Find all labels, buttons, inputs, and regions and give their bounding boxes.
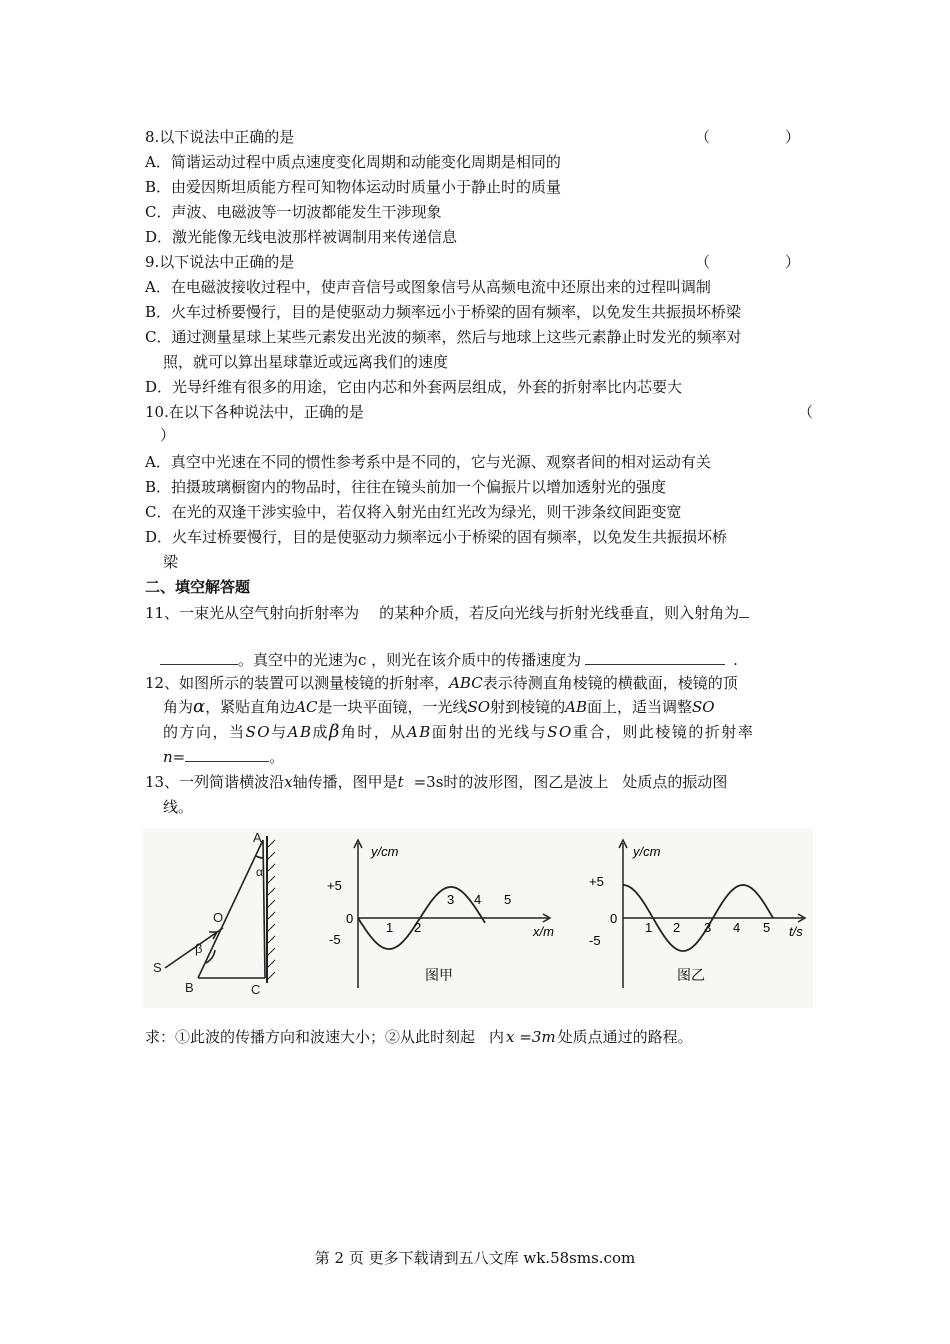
graph-jia-tick-2: 2 — [414, 920, 422, 935]
q12-text-12: 面射出的光线与 — [431, 723, 548, 741]
q8-option-b: B．由爱因斯坦质能方程可知物体运动时质量小于静止时的质量 — [145, 178, 562, 196]
q10-stem: 10.在以下各种说法中，正确的是 — [145, 403, 364, 421]
q13-ask-text-1: 求：①此波的传播方向和波速大小；②从此时刻起 — [145, 1028, 476, 1046]
q12-text-13: 重合，则此棱镜的折射率 — [572, 723, 755, 741]
q13-text-4: 处质点的振动图 — [622, 773, 728, 791]
graph-yi-tick-4: 4 — [733, 920, 741, 935]
q10-option-d-line1: D．火车过桥要慢行，目的是使驱动力频率远小于桥梁的固有频率，以免发生共振损坏桥 — [145, 528, 728, 546]
q8-option-a: A．简谐运动过程中质点速度变化周期和动能变化周期是相同的 — [145, 153, 561, 171]
graph-jia-tick-3: 3 — [447, 892, 455, 907]
graph-yi-ylabel: y/cm — [633, 844, 661, 859]
q11-text-a: 11、一束光从空气射向折射率为 — [145, 604, 360, 622]
q12-so-2: SO — [691, 698, 715, 716]
q10-option-c: C．在光的双逢干涉实验中，若仅将入射光由红光改为绿光，则干涉条纹间距变宽 — [145, 503, 682, 521]
graph-jia-origin: 0 — [346, 911, 354, 926]
q12-line3 — [163, 722, 754, 742]
q8-stem: 8.以下说法中正确的是 — [145, 128, 295, 146]
graph-jia-ylabel: y/cm — [371, 844, 399, 859]
q11-text-b: 的某种介质，若反向光线与折射光线垂直，则入射角为 — [379, 604, 740, 622]
q13-ask-text-3: 处质点通过的路程。 — [557, 1028, 693, 1046]
q9-option-c-line1: C．通过测量星球上某些元素发出光波的频率，然后与地球上这些元素静止时发光的频率对 — [145, 328, 742, 346]
graph-jia-tick-1: 1 — [386, 920, 394, 935]
q11-line2 — [160, 650, 738, 670]
graph-yi-xlabel: t/s — [789, 924, 803, 939]
q9-stem: 9.以下说法中正确的是 — [145, 253, 295, 271]
q9-option-d: D．光导纤维有很多的用途，它由内芯和外套两层组成，外套的折射率比内芯要大 — [145, 378, 683, 396]
q12-text-7: 面上，适当调整 — [586, 698, 692, 716]
label-b: B — [185, 980, 194, 995]
q12-ab-3: AB — [406, 723, 432, 741]
q13-text-1: 13、一列简谐横波沿 — [145, 773, 285, 791]
q9-option-a: A．在电磁波接收过程中，使声音信号或图象信号从高频电流中还原出来的过程叫调制 — [145, 278, 711, 296]
q13-ask — [145, 1027, 693, 1047]
graph-jia-tick-5: 5 — [504, 892, 512, 907]
q11-end: . — [733, 651, 738, 669]
q9-answer-paren: （ ） — [695, 253, 801, 271]
q12-abc: ABC — [449, 674, 483, 692]
q10-paren-open: （ — [798, 403, 814, 421]
q12-so-3: SO — [245, 723, 272, 741]
q8-answer-paren: （ ） — [695, 128, 801, 146]
q12-text-5: 是一块平面镜，一光线 — [317, 698, 468, 716]
q12-equals: = — [172, 748, 186, 766]
q13-text-2: 轴传播，图甲是 — [292, 773, 398, 791]
q9-option-c-line2: 照，就可以算出星球靠近或远离我们的速度 — [163, 353, 449, 371]
q10-option-a: A．真空中光速在不同的惯性参考系中是不同的，它与光源、观察者间的相对运动有关 — [145, 453, 711, 471]
q12-text-2: 表示待测直角棱镜的横截面，棱镜的顶 — [482, 674, 738, 692]
label-alpha: α — [256, 865, 263, 879]
graph-yi-tick-1: 1 — [645, 920, 653, 935]
q12-text-4: ，紧贴直角边 — [205, 698, 296, 716]
q12-ab-1: AB — [565, 698, 587, 716]
figure-svg — [143, 828, 813, 1008]
q12-line4: n= 。 — [163, 748, 285, 766]
q12-ab-2: AB — [287, 723, 313, 741]
graph-yi-plus5: +5 — [589, 874, 604, 889]
graph-yi-tick-5: 5 — [763, 920, 771, 935]
q11-text-c: 。真空中的光速为c ，则光在该介质中的传播速度为 — [238, 651, 582, 669]
q13-ask-text-2: 内 — [489, 1028, 505, 1046]
graph-jia-xlabel: x/m — [533, 924, 554, 939]
q10-paren-close: ） — [160, 426, 176, 444]
q11-blank-angle-start — [739, 603, 749, 618]
q12-beta: β — [328, 721, 341, 742]
q12-text-3: 角为 — [163, 698, 194, 716]
graph-yi-origin: 0 — [610, 911, 618, 926]
q12-text-6: 射到棱镜的 — [490, 698, 566, 716]
graph-jia-tick-4: 4 — [474, 892, 482, 907]
label-beta: β — [195, 941, 203, 956]
label-o: O — [213, 910, 224, 925]
q9-option-b: B．火车过桥要慢行，目的是使驱动力频率远小于桥梁的固有频率，以免发生共振损坏桥梁 — [145, 303, 742, 321]
graph-jia-caption: 图甲 — [425, 967, 453, 983]
q12-so-4: SO — [547, 723, 573, 741]
graph-yi-minus5: -5 — [589, 933, 601, 948]
q13-x: x — [284, 773, 293, 791]
q10-option-d-line2: 梁 — [163, 553, 179, 571]
q12-text-1: 12、如图所示的装置可以测量棱镜的折射率， — [145, 674, 450, 692]
q8-option-c: C．声波、电磁波等一切波都能发生干涉现象 — [145, 203, 442, 221]
q13-text-3: =3s时的波形图，图乙是波上 — [413, 773, 609, 791]
label-c: C — [251, 982, 261, 997]
label-a: A — [253, 830, 262, 845]
q12-blank-n — [185, 747, 269, 762]
q12-line1 — [145, 673, 738, 693]
label-s: S — [153, 960, 162, 975]
q10-option-b: B．拍摄玻璃橱窗内的物品时，往往在镜头前加一个偏振片以增加透射光的强度 — [145, 478, 667, 496]
physics-figure — [143, 828, 813, 1008]
q11-blank-angle — [160, 650, 238, 665]
graph-yi-caption: 图乙 — [677, 967, 705, 983]
q12-ac: AC — [295, 698, 318, 716]
q11-line1 — [145, 603, 749, 623]
q12-text-8: 的方向，当 — [163, 723, 246, 741]
q13-ask-x: x =3m — [506, 1028, 556, 1046]
q8-option-d: D．激光能像无线电波那样被调制用来传递信息 — [145, 228, 458, 246]
q12-line2 — [163, 697, 715, 717]
q11-blank-speed — [585, 650, 725, 665]
graph-jia-minus5: -5 — [329, 932, 341, 947]
q12-text-11: 角时，从 — [340, 723, 407, 741]
q12-so-1: SO — [467, 698, 491, 716]
q13-line2: 线。 — [163, 798, 194, 816]
q12-n: n — [163, 748, 173, 766]
q13-line1 — [145, 772, 727, 792]
page-footer: 第 2 页 更多下载请到五八文库 wk.58sms.com — [314, 1249, 636, 1267]
q12-text-9: 与 — [271, 723, 288, 741]
graph-jia-plus5: +5 — [327, 878, 342, 893]
graph-yi-tick-2: 2 — [673, 920, 681, 935]
q12-alpha: α — [193, 696, 206, 717]
section-heading: 二、填空解答题 — [145, 578, 251, 596]
q13-t: t — [397, 773, 404, 791]
q12-text-10: 成 — [312, 723, 329, 741]
graph-yi-tick-3: 3 — [704, 920, 712, 935]
